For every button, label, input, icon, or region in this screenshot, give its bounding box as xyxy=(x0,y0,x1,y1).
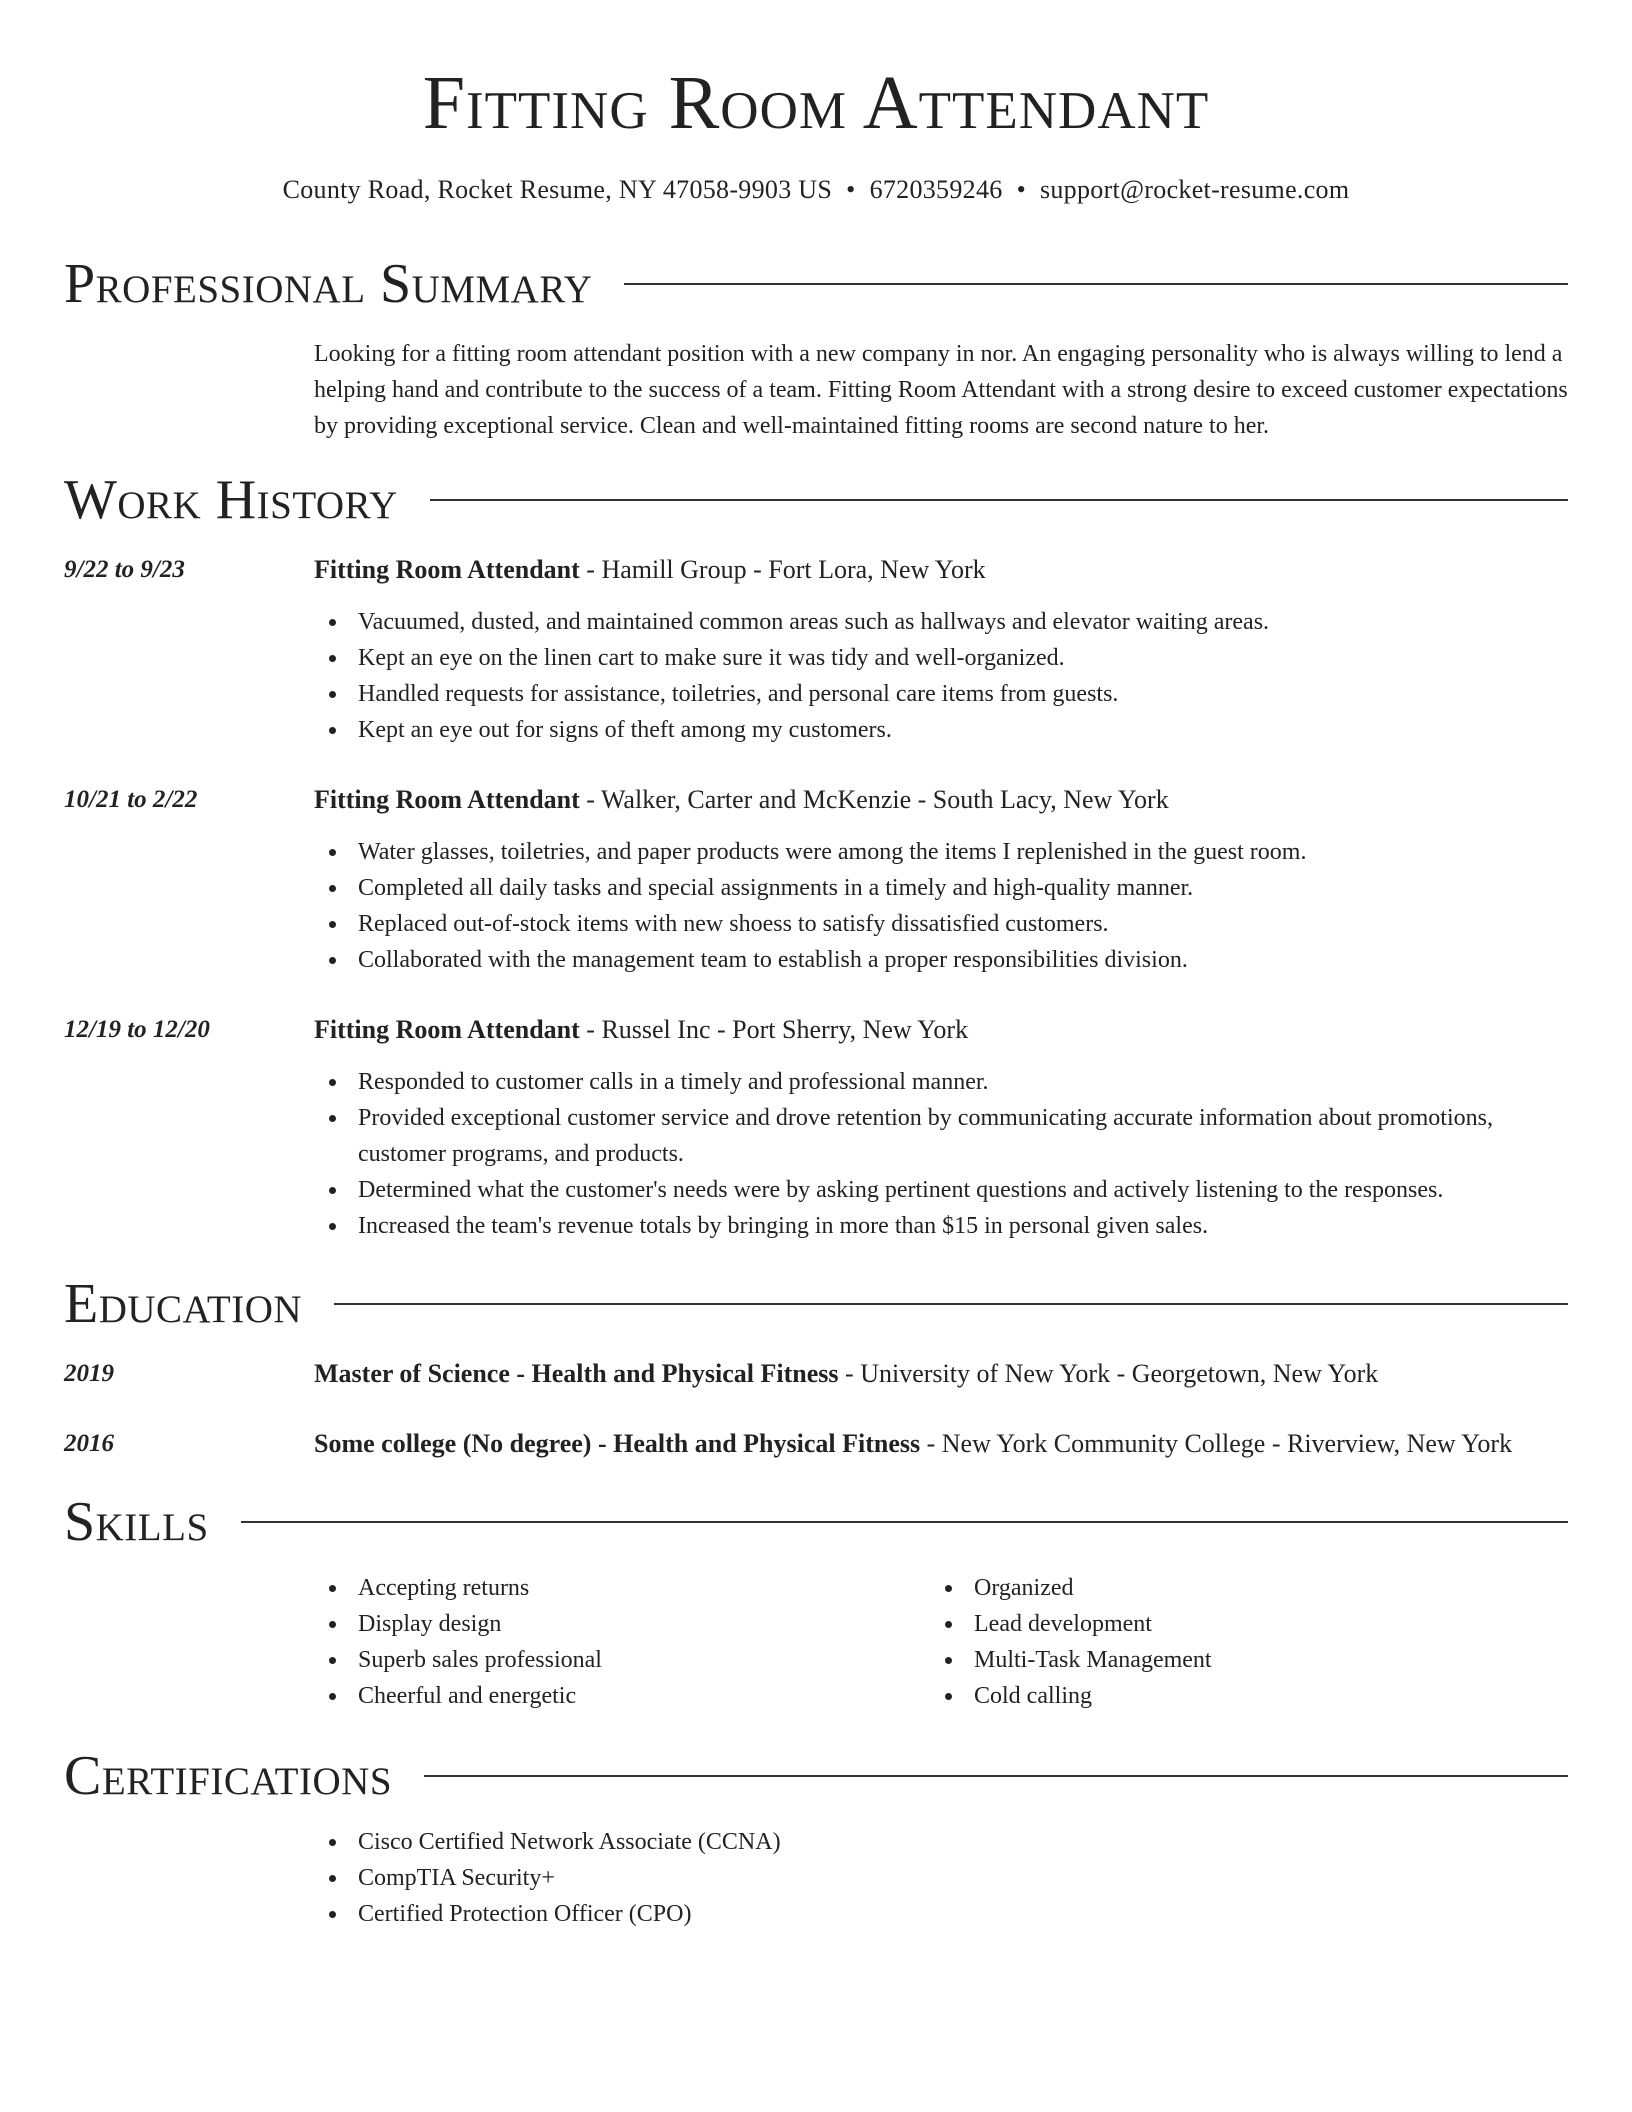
section-divider xyxy=(241,1521,1568,1523)
education-year: 2019 xyxy=(64,1360,114,1387)
certification-item: Cisco Certified Network Associate (CCNA) xyxy=(314,1824,1576,1860)
skills-section-header xyxy=(64,1490,1568,1554)
education-year: 2016 xyxy=(64,1430,114,1457)
list-item: Water glasses, toiletries, and paper products were among the items I replenished in the guest room. xyxy=(314,834,1576,870)
contact-phone: 6720359246 xyxy=(869,175,1003,204)
section-divider xyxy=(424,1775,1568,1777)
skill-item: Cold calling xyxy=(930,1678,1530,1714)
section-title: Professional Summary xyxy=(64,253,593,315)
skill-item: Lead development xyxy=(930,1606,1530,1642)
work-section-header xyxy=(64,468,1568,532)
job-heading xyxy=(314,782,1169,818)
list-item: Increased the team's revenue totals by bringing in more than $15 in personal given sales. xyxy=(314,1208,1576,1244)
skill-item: Accepting returns xyxy=(314,1570,914,1606)
job-employer: - Russel Inc - Port Sherry, New York xyxy=(579,1015,969,1044)
skill-item: Multi-Task Management xyxy=(930,1642,1530,1678)
section-divider xyxy=(624,283,1568,285)
contact-separator: • xyxy=(1016,175,1026,204)
skill-item: Superb sales professional xyxy=(314,1642,914,1678)
education-degree: Some college (No degree) - Health and Physical Fitness xyxy=(314,1429,921,1458)
list-item: Handled requests for assistance, toiletries, and personal care items from guests. xyxy=(314,676,1576,712)
skill-item: Display design xyxy=(314,1606,914,1642)
list-item: Provided exceptional customer service and drove retention by communicating accurate information about promotions, customer programs, and products. xyxy=(314,1100,1576,1172)
certification-item: Certified Protection Officer (CPO) xyxy=(314,1896,1576,1932)
education-school: - New York Community College - Riverview, New York xyxy=(920,1429,1513,1458)
skill-item: Cheerful and energetic xyxy=(314,1678,914,1714)
summary-text: Looking for a fitting room attendant position with a new company in nor. An engaging personality who is always willing to lend a helping hand and contribute to the success of a team. Fitting Room Attendant with a strong desire to exceed customer expectations by providing exceptional service. Clean and well-maintained fitting rooms are second nature to her. xyxy=(314,341,1568,439)
list-item: Determined what the customer's needs were by asking pertinent questions and actively listening to the responses. xyxy=(314,1172,1576,1208)
section-title: Certifications xyxy=(64,1745,393,1807)
job-dates: 10/21 to 2/22 xyxy=(64,786,198,813)
section-title: Education xyxy=(64,1273,303,1335)
list-item: Responded to customer calls in a timely and professional manner. xyxy=(314,1064,1576,1100)
education-school: - University of New York - Georgetown, New York xyxy=(838,1359,1379,1388)
education-entry xyxy=(314,1356,1378,1392)
job-title: Fitting Room Attendant xyxy=(314,1015,580,1044)
job-title: Fitting Room Attendant xyxy=(314,555,580,584)
list-item: Vacuumed, dusted, and maintained common areas such as hallways and elevator waiting areas. xyxy=(314,604,1576,640)
education-degree: Master of Science - Health and Physical Fitness xyxy=(314,1359,839,1388)
contact-line xyxy=(0,172,1632,208)
contact-address: County Road, Rocket Resume, NY 47058-9903 US xyxy=(282,175,833,204)
candidate-name: Fitting Room Attendant xyxy=(422,61,1210,145)
education-entry xyxy=(314,1426,1512,1462)
job-duties xyxy=(314,834,1576,978)
section-title: Work History xyxy=(64,469,398,531)
job-duties xyxy=(314,1064,1576,1244)
job-duties xyxy=(314,604,1576,748)
job-title: Fitting Room Attendant xyxy=(314,785,580,814)
list-item: Kept an eye on the linen cart to make sure it was tidy and well-organized. xyxy=(314,640,1576,676)
certification-item: CompTIA Security+ xyxy=(314,1860,1576,1896)
certifications-section-header xyxy=(64,1744,1568,1808)
job-dates: 9/22 to 9/23 xyxy=(64,556,185,583)
education-section-header xyxy=(64,1272,1568,1336)
section-title: Skills xyxy=(64,1491,209,1553)
job-employer: - Walker, Carter and McKenzie - South Lacy, New York xyxy=(579,785,1169,814)
section-divider xyxy=(334,1303,1568,1305)
skills-list-right xyxy=(930,1570,1530,1714)
list-item: Collaborated with the management team to establish a proper responsibilities division. xyxy=(314,942,1576,978)
job-employer: - Hamill Group - Fort Lora, New York xyxy=(579,555,986,584)
list-item: Completed all daily tasks and special assignments in a timely and high-quality manner. xyxy=(314,870,1576,906)
skill-item: Organized xyxy=(930,1570,1530,1606)
skills-list-left xyxy=(314,1570,914,1714)
contact-separator: • xyxy=(846,175,856,204)
summary-section-header xyxy=(64,252,1568,316)
list-item: Kept an eye out for signs of theft among my customers. xyxy=(314,712,1576,748)
job-heading xyxy=(314,552,986,588)
section-divider xyxy=(430,499,1568,501)
job-dates: 12/19 to 12/20 xyxy=(64,1016,210,1043)
job-heading xyxy=(314,1012,968,1048)
certifications-list xyxy=(314,1824,1576,1932)
list-item: Replaced out-of-stock items with new shoess to satisfy dissatisfied customers. xyxy=(314,906,1576,942)
contact-email: support@rocket-resume.com xyxy=(1039,175,1350,204)
